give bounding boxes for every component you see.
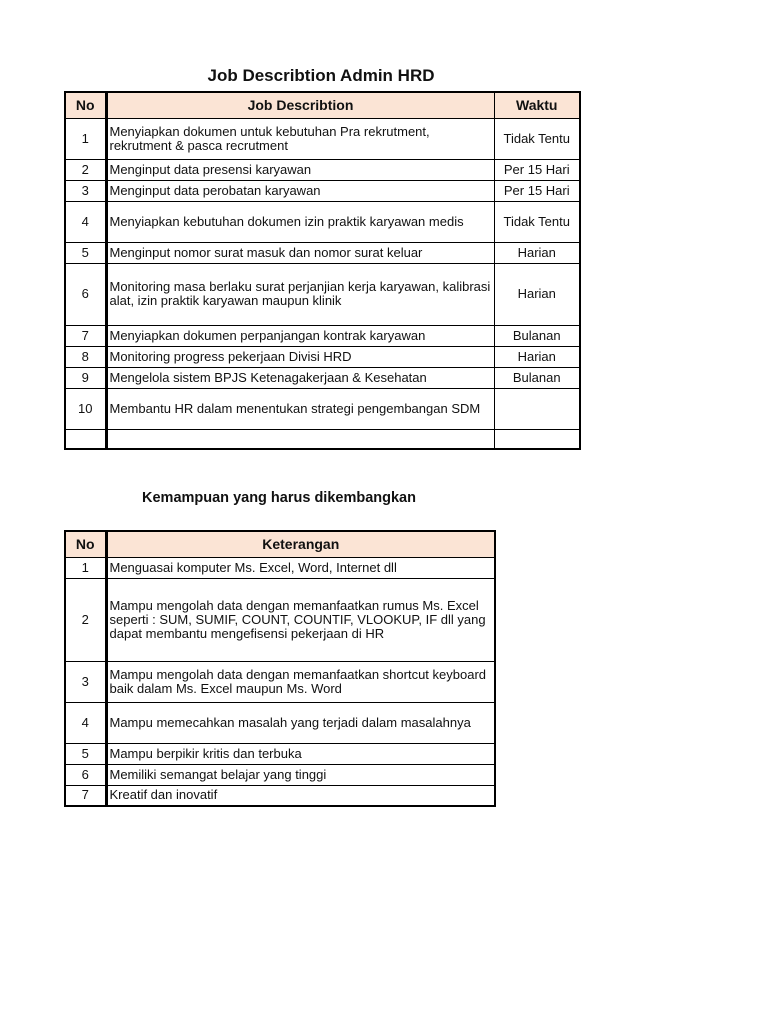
row-waktu: Bulanan [494, 325, 580, 346]
job-description-table [64, 91, 581, 450]
row-number: 1 [65, 557, 106, 578]
row-job-description: Menginput nomor surat masuk dan nomor surat keluar [106, 242, 494, 263]
row-waktu: Harian [494, 242, 580, 263]
table-row [65, 661, 495, 702]
table-header-row [65, 92, 580, 118]
row-keterangan: Memiliki semangat belajar yang tinggi [106, 764, 495, 785]
row-number: 3 [65, 661, 106, 702]
table-row [65, 346, 580, 367]
row-keterangan: Menguasai komputer Ms. Excel, Word, Internet dll [106, 557, 495, 578]
row-number: 7 [65, 785, 106, 806]
skills-table-title: Kemampuan yang harus dikembangkan [142, 490, 416, 506]
row-number: 4 [65, 201, 106, 242]
table-row [65, 263, 580, 325]
table-row [65, 159, 580, 180]
row-job-description: Menginput data perobatan karyawan [106, 180, 494, 201]
row-number: 10 [65, 388, 106, 429]
table-row [65, 201, 580, 242]
row-waktu: Per 15 Hari [494, 180, 580, 201]
row-number: 5 [65, 242, 106, 263]
row-number: 9 [65, 367, 106, 388]
row-number: 1 [65, 118, 106, 159]
table-row [65, 743, 495, 764]
table-row [65, 242, 580, 263]
table-row [65, 325, 580, 346]
row-waktu [494, 429, 580, 449]
row-job-description: Menyiapkan kebutuhan dokumen izin praktik karyawan medis [106, 201, 494, 242]
row-keterangan: Mampu mengolah data dengan memanfaatkan shortcut keyboard baik dalam Ms. Excel maupun Ms. Word [106, 661, 495, 702]
job-table-title: Job Describtion Admin HRD [207, 66, 435, 85]
row-number: 5 [65, 743, 106, 764]
table-row [65, 785, 495, 806]
header-no: No [65, 531, 106, 557]
row-number: 7 [65, 325, 106, 346]
row-waktu: Bulanan [494, 367, 580, 388]
row-number: 2 [65, 159, 106, 180]
table-row [65, 429, 580, 449]
row-number [65, 429, 106, 449]
table-row [65, 557, 495, 578]
row-waktu: Tidak Tentu [494, 118, 580, 159]
table-row [65, 118, 580, 159]
table-header-row [65, 531, 495, 557]
row-keterangan: Mampu mengolah data dengan memanfaatkan rumus Ms. Excel seperti : SUM, SUMIF, COUNT, COUNTIF, VLOOKUP, IF dll yang dapat membantu mengefisensi pekerjaan di HR [106, 578, 495, 661]
row-job-description: Monitoring progress pekerjaan Divisi HRD [106, 346, 494, 367]
row-keterangan: Mampu memecahkan masalah yang terjadi dalam masalahnya [106, 702, 495, 743]
row-job-description [106, 429, 494, 449]
row-waktu [494, 388, 580, 429]
row-number: 6 [65, 263, 106, 325]
row-job-description: Membantu HR dalam menentukan strategi pengembangan SDM [106, 388, 494, 429]
row-waktu: Harian [494, 263, 580, 325]
row-number: 3 [65, 180, 106, 201]
row-waktu: Per 15 Hari [494, 159, 580, 180]
row-job-description: Menyiapkan dokumen perpanjangan kontrak karyawan [106, 325, 494, 346]
table-row [65, 764, 495, 785]
header-job-description: Job Describtion [106, 92, 494, 118]
row-keterangan: Mampu berpikir kritis dan terbuka [106, 743, 495, 764]
header-no: No [65, 92, 106, 118]
table-row [65, 702, 495, 743]
row-job-description: Menyiapkan dokumen untuk kebutuhan Pra rekrutment, rekrutment & pasca recrutment [106, 118, 494, 159]
header-waktu: Waktu [494, 92, 580, 118]
header-keterangan: Keterangan [106, 531, 495, 557]
row-number: 4 [65, 702, 106, 743]
row-job-description: Monitoring masa berlaku surat perjanjian kerja karyawan, kalibrasi alat, izin praktik karyawan maupun klinik [106, 263, 494, 325]
row-job-description: Mengelola sistem BPJS Ketenagakerjaan & Kesehatan [106, 367, 494, 388]
row-number: 6 [65, 764, 106, 785]
row-job-description: Menginput data presensi karyawan [106, 159, 494, 180]
skills-table [64, 530, 496, 807]
row-keterangan: Kreatif dan inovatif [106, 785, 495, 806]
row-waktu: Tidak Tentu [494, 201, 580, 242]
table-row [65, 180, 580, 201]
row-number: 2 [65, 578, 106, 661]
row-waktu: Harian [494, 346, 580, 367]
row-number: 8 [65, 346, 106, 367]
table-row [65, 578, 495, 661]
table-row [65, 367, 580, 388]
table-row [65, 388, 580, 429]
